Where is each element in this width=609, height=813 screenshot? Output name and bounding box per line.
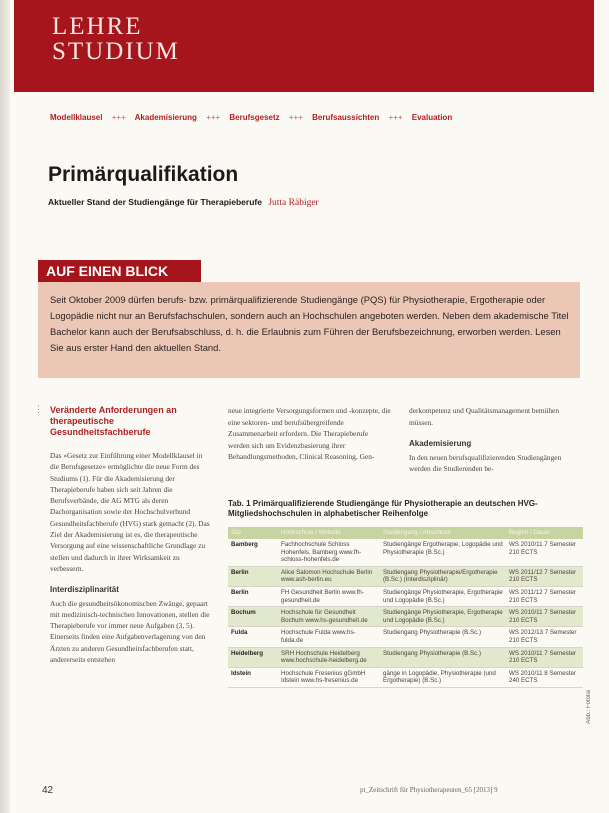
table-cell-university: SRH Hochschule Heidelberg www.hochschule-heidelberg.de [278, 647, 380, 667]
table-cell-start: WS 2011/12 7 Semester 210 ECTS [506, 586, 583, 606]
nav-item-evaluation: Evaluation [411, 113, 453, 122]
topic-nav [50, 113, 459, 122]
table-row [228, 586, 583, 606]
nav-item-modellklausel: Modellklausel [50, 113, 103, 122]
table-row [228, 539, 583, 566]
table-row [228, 667, 583, 687]
table-cell-program: Studiengang Physiotherapie/Ergotherapie (B.Sc.) (Interdisziplinär) [380, 566, 506, 586]
table-cell-location: Bochum [228, 607, 278, 627]
body-paragraph: neue integrierte Versorgungsformen und -konzepte, die eine sektoren- und berufsübergreifende Zusammenarbeit erfordern. Die Therapieberufe werden sich um Evidenzbasierung ihrer Behandlungsmethoden, Clinical Reasoning, Gen- [228, 406, 391, 462]
table-title: Tab. 1 Primärqualifizierende Studiengänge für Physiotherapie an deutschen HVG-Mitgliedshochschulen in alphabetischer Reihenfolge [228, 499, 538, 518]
table-cell-program: Studiengänge Ergotherapie, Logopädie und Physiotherapie (B.Sc.) [380, 539, 506, 566]
nav-separator: +++ [206, 113, 221, 122]
text-column-2 [228, 405, 391, 463]
glance-label: AUF EINEN BLICK [38, 260, 201, 282]
section-header-line2: STUDIUM [52, 38, 180, 65]
table-cell-location: Berlin [228, 566, 278, 586]
table-cell-location: Heidelberg [228, 647, 278, 667]
table-cell-location: Berlin [228, 586, 278, 606]
table-cell-program: Studiengang Physiotherapie (B.Sc.) [380, 627, 506, 647]
nav-item-akademisierung: Akademisierung [134, 113, 197, 122]
section-header-title [52, 14, 180, 64]
table-header-cell: Beginn / Dauer [506, 527, 583, 539]
section-header-band [14, 0, 594, 92]
glance-text: Seit Oktober 2009 dürfen berufs- bzw. primärqualifizierende Studiengänge (PQS) für Physiotherapie, Ergotherapie oder Logopädie nicht nur an Berufsfachschulen, sondern auch an Hochschulen angeboten werden. Neben dem akademische Titel Bachelor kann auch der Berufsabschluss, d. h. die Erlaubnis zum Führen der Berufsbezeichnung, erworben werden. Lesen Sie aus erster Hand den aktuellen Stand. [50, 294, 569, 353]
nav-separator: +++ [388, 113, 403, 122]
table-cell-program: gänge in Logopädie, Physiotherapie (und Ergotherapie) (B.Sc.) [380, 667, 506, 687]
table-cell-university: Fachhochschule Schloss Hohenfels, Bamberg www.fh-schloss-hohenfels.de [278, 539, 380, 566]
table-row [228, 566, 583, 586]
image-credit: Abb.: Fotolia [586, 690, 592, 724]
nav-item-berufsaussichten: Berufsaussichten [312, 113, 380, 122]
table-header-row [228, 527, 583, 539]
body-paragraph: In den neuen berufsqualifizierenden Studiengängen werden die Studierenden be- [409, 452, 562, 474]
nav-separator: +++ [111, 113, 126, 122]
text-column-3 [409, 405, 579, 475]
table-cell-university: Hochschule Fresenius gGmbH Idstein www.hs-fresenius.de [278, 667, 380, 687]
nav-separator: +++ [288, 113, 303, 122]
table-cell-program: Studiengänge Physiotherapie, Ergotherapie und Logopädie (B.Sc.) [380, 607, 506, 627]
study-programs-table [228, 527, 583, 688]
body-paragraph: Auch die gesundheitsökonomischen Zwänge, gepaart mit medizinisch-technischen Innovationen, stellen die Therapieberufe vor immer neue Aufgaben (3, 5). Einerseits finden eine Aufgabenverlagerung von den Ärzten zu anderen Gesundheitsfachberufen statt, andererseits entstehen [50, 598, 210, 665]
table-cell-start: WS 2010/11 8 Semester 240 ECTS [506, 667, 583, 687]
table-cell-location: Idstein [228, 667, 278, 687]
table-cell-university: Alice Salomon Hochschule Berlin www.ash-berlin.eu [278, 566, 380, 586]
table-header-cell: Sitz [228, 527, 278, 539]
table-header-cell: Studiengang / Abschluss [380, 527, 506, 539]
body-paragraph: Das »Gesetz zur Einführung einer Modellklausel in die Berufsgesetze« ermöglichte die neue Form des Studiums (1). Für die Akademisierung der Therapieberufe haben sich seit Jahren die Berufsverbände, die AG MTG als deren Dachorganisation sowie der Hochschulverbund Gesundheitsfachberufe (HVG) stark gemacht (2). Das Ziel der Akademisierung ist es, die therapeutische Versorgung auf eine wissenschaftliche Grundlage zu stellen und dadurch in ihrer Wirksamkeit zu verbessern. [50, 451, 210, 573]
margin-marker: ⋮ [34, 404, 43, 414]
page-number: 42 [42, 785, 54, 796]
journal-reference: pt_Zeitschrift für Physiotherapeuten_65 [2013] 9 [360, 786, 498, 794]
nav-item-berufsgesetz: Berufsgesetz [229, 113, 280, 122]
table-cell-start: WS 2012/13 7 Semester 210 ECTS [506, 627, 583, 647]
table-header-cell: Hochschule / Website [278, 527, 380, 539]
table-cell-start: WS 2010/11 7 Semester 210 ECTS [506, 647, 583, 667]
article-title: Primärqualifikation [48, 163, 239, 186]
table-cell-location: Bamberg [228, 539, 278, 566]
table-cell-university: Hochschule für Gesundheit Bochum www.hs-gesundheit.de [278, 607, 380, 627]
table-row [228, 647, 583, 667]
table-cell-location: Fulda [228, 627, 278, 647]
table-row [228, 627, 583, 647]
column-subheading: Interdisziplinarität [50, 585, 119, 595]
table-cell-program: Studiengang Physiotherapie (B.Sc.) [380, 647, 506, 667]
table-cell-university: FH Gesundheit Berlin www.fh-gesundheit.de [278, 586, 380, 606]
table-row [228, 607, 583, 627]
section-header-line1: LEHRE [52, 13, 143, 40]
text-column-1 [50, 405, 210, 665]
article-subtitle [48, 197, 319, 208]
author-name: Jutta Räbiger [268, 198, 319, 208]
table-cell-program: Studiengänge Physiotherapie, Ergotherapie und Logopädie (B.Sc.) [380, 586, 506, 606]
table-cell-start: WS 2010/11 7 Semester 210 ECTS [506, 607, 583, 627]
body-paragraph: derkompetenz und Qualitätsmanagement bemühen müssen. [409, 406, 560, 427]
table-cell-start: WS 2010/11 7 Semester 210 ECTS [506, 539, 583, 566]
column-subheading: Akademisierung [409, 439, 472, 449]
subtitle-text: Aktueller Stand der Studiengänge für Therapieberufe [48, 197, 262, 207]
gutter-shadow [0, 0, 10, 813]
column-heading: Veränderte Anforderungen an therapeutische Gesundheitsfachberufe [50, 405, 177, 437]
table-cell-university: Hochschule Fulda www.hs-fulda.de [278, 627, 380, 647]
table-cell-start: WS 2011/12 7 Semester 210 ECTS [506, 566, 583, 586]
